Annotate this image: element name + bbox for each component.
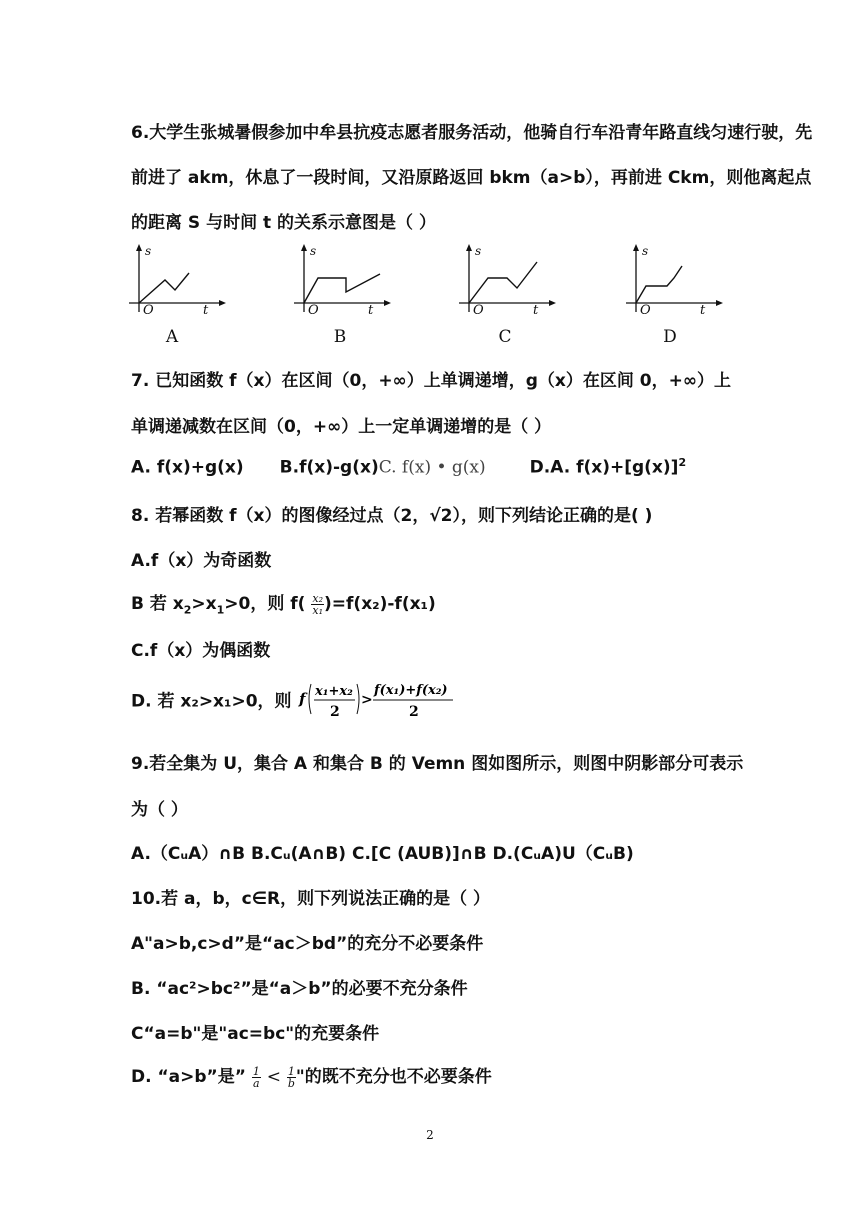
q8-option-d-formula	[297, 676, 457, 722]
q7-line1: 7. 已知函数 f（x）在区间（0，+∞）上单调递增，g（x）在区间 0，+∞）上	[131, 371, 732, 391]
q9-options: A.（CᵤA）∩B B.Cᵤ(A∩B) C.[C (AUB)]∩B D.(CᵤA)U（CᵤB)	[131, 844, 634, 864]
q7-option-c: C. f(x) • g(x)	[378, 457, 486, 478]
q8-option-b-fraction	[311, 593, 324, 616]
q8-option-b-frac-num: x₂	[312, 591, 324, 605]
graph-c-s-label: s	[475, 244, 482, 258]
q8-option-a: A.f（x）为奇函数	[131, 551, 272, 571]
q10-line1: 10.若 a，b，c∈R，则下列说法正确的是（ ）	[131, 889, 490, 909]
q10-option-d	[131, 1062, 492, 1089]
graph-d-origin: O	[640, 303, 651, 318]
svg-text:>: >	[361, 692, 374, 708]
q8-option-b-sub2: 1	[216, 603, 225, 617]
graph-a-t-label: t	[203, 303, 209, 318]
q9-line2: 为（ ）	[131, 800, 188, 820]
graph-a-label: A	[165, 327, 179, 347]
q8-option-b-post: )=f(x₂)-f(x₁)	[324, 594, 436, 614]
graph-a-origin: O	[143, 303, 154, 318]
q10-option-a: A"a>b,c>d”是“ac＞bd”的充分不必要条件	[131, 934, 484, 954]
q10-option-c: C“a=b"是"ac=bc"的充要条件	[131, 1024, 380, 1044]
graph-c-label: C	[498, 327, 512, 347]
graph-d-s-label: s	[642, 244, 649, 258]
q10-option-d-frac2	[287, 1066, 296, 1089]
q10-option-d-lt: <	[266, 1067, 281, 1087]
q10-frac1-num: 1	[252, 1064, 260, 1078]
graph-b-label: B	[333, 327, 347, 347]
graph-c-t-label: t	[533, 303, 539, 318]
q10-frac2-num: 1	[287, 1064, 295, 1078]
graph-b-origin: O	[308, 303, 319, 318]
q10-frac2-den: b	[287, 1076, 295, 1090]
q6-line1: 6.大学生张城暑假参加中牟县抗疫志愿者服务活动，他骑自行车沿青年路直线匀速行驶，先	[131, 123, 813, 143]
graph-c-origin: O	[473, 303, 484, 318]
graph-d-t-label: t	[700, 303, 706, 318]
q7-option-d-sup: 2	[678, 456, 687, 469]
q8-option-d-pre: D. 若 x₂>x₁>0，则	[131, 691, 292, 712]
q8-option-c: C.f（x）为偶函数	[131, 641, 271, 661]
graph-b-s-label: s	[310, 244, 317, 258]
svg-text:2: 2	[330, 704, 341, 720]
q8-option-b-frac-den: x₁	[312, 603, 324, 617]
q10-option-d-frac1	[252, 1066, 261, 1089]
page-number: 2	[426, 1128, 434, 1142]
q6-line2: 前进了 akm，休息了一段时间，又沿原路返回 bkm（a>b），再前进 Ckm，则他离起点	[131, 168, 812, 188]
q10-option-d-post: "的既不充分也不必要条件	[295, 1067, 492, 1087]
graph-a-s-label: s	[145, 244, 152, 258]
q8-option-d	[131, 676, 457, 722]
q7-option-d: D.A. f(x)+[g(x)]	[529, 457, 679, 478]
q8-option-b	[131, 589, 436, 616]
svg-text:f(x₁)+f(x₂): f(x₁)+f(x₂)	[374, 683, 449, 698]
q8-option-b-mid2: >0，则 f(	[224, 594, 306, 614]
q7-option-b: B.f(x)-g(x)	[279, 457, 379, 478]
svg-text:f: f	[299, 690, 306, 708]
q10-option-b: B. “ac²>bc²”是“a＞b”的必要不充分条件	[131, 979, 468, 999]
q7-option-a: A. f(x)+g(x)	[131, 457, 244, 478]
q8-option-b-mid1: >x	[191, 594, 217, 614]
q10-frac1-den: a	[253, 1076, 260, 1090]
svg-text:x₁+x₂: x₁+x₂	[315, 684, 354, 699]
q8-line1: 8. 若幂函数 f（x）的图像经过点（2，√2），则下列结论正确的是( )	[131, 506, 653, 526]
graph-d-label: D	[663, 327, 677, 347]
q6-line3: 的距离 S 与时间 t 的关系示意图是（ ）	[131, 213, 436, 233]
graph-b-t-label: t	[368, 303, 374, 318]
svg-text:2: 2	[409, 704, 420, 720]
q9-line1: 9.若全集为 U，集合 A 和集合 B 的 Vemn 图如图所示，则图中阴影部分可表示	[131, 754, 744, 774]
q7-options	[131, 456, 686, 478]
q7-line2: 单调递减数在区间（0，+∞）上一定单调递增的是（ ）	[131, 417, 552, 437]
q8-option-b-pre: B 若 x	[131, 594, 184, 614]
q8-option-b-sub1: 2	[183, 603, 192, 617]
q10-option-d-pre: D. “a>b”是”	[131, 1067, 246, 1087]
